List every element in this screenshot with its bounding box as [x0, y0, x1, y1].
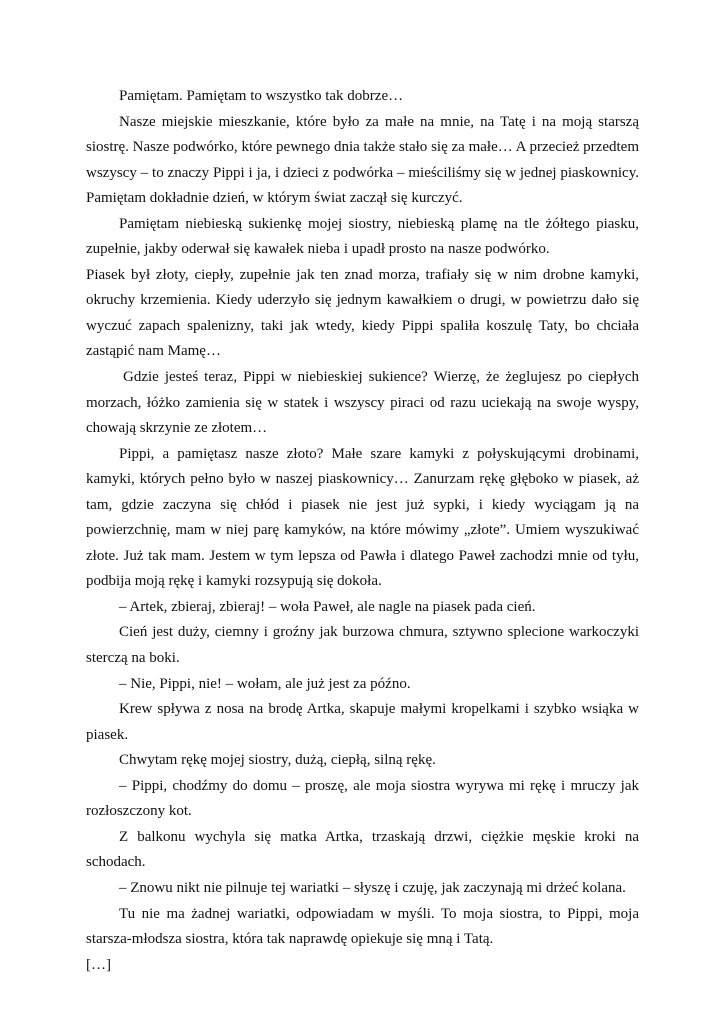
paragraph-10: Krew spływa z nosa na brodę Artka, skapuje małymi kropelkami i szybko wsiąka w piasek. [86, 701, 639, 743]
paragraph-11: Chwytam rękę mojej siostry, dużą, ciepłą, silną rękę. [119, 752, 436, 769]
paragraph-9: – Nie, Pippi, nie! – wołam, ale już jest za późno. [119, 675, 411, 692]
paragraph-12: – Pippi, chodźmy do domu – proszę, ale moja siostra wyrywa mi rękę i mruczy jak rozłoszczony kot. [86, 777, 639, 820]
paragraph-6: Pippi, a pamiętasz nasze złoto? Małe szare kamyki z połyskującymi drobinami, kamyki, których pełno było w naszej piaskownicy… Zanurzam rękę głęboko w piasek, aż tam, gdzie zaczyna się chłód i piasek nie jest już sypki, i kiedy wyciągam ją na powierzchnię, mam w niej parę kamyków, na które mówimy „złote”. Umiem wyszukiwać złote. Już tak mam. Jestem w tym lepsza od Pawła i dlatego Paweł zachodzi mnie od tyłu, podbija moją rękę i kamyki rozsypują się dokoła. [86, 445, 639, 590]
paragraph-14: – Znowu nikt nie pilnuje tej wariatki – słyszę i czuję, jak zaczynają mi drżeć kolana. [119, 879, 626, 896]
story-text [86, 84, 639, 978]
paragraph-7: – Artek, zbieraj, zbieraj! – woła Paweł, ale nagle na piasek pada cień. [119, 598, 536, 615]
ellipsis-marker: […] [86, 956, 111, 973]
paragraph-8: Cień jest duży, ciemny i groźny jak burzowa chmura, sztywno splecione warkoczyki sterczą na boki. [86, 624, 639, 667]
paragraph-5: Gdzie jesteś teraz, Pippi w niebieskiej sukience? Wierzę, że żeglujesz po ciepłych morzach, łóżko zamienia się w statek i wszyscy piraci od razu uciekają na swoje wyspy, chowają skrzynie ze złotem… [86, 369, 639, 437]
paragraph-1: Pamiętam. Pamiętam to wszystko tak dobrze… [119, 88, 404, 104]
paragraph-4: Piasek był złoty, ciepły, zupełnie jak ten znad morza, trafiały się w nim drobne kamyki, okruchy krzemienia. Kiedy uderzyło się jednym kawałkiem o drugi, w powietrzu dało się wyczuć zapach spalenizny, taki jak wtedy, kiedy Pippi spaliła koszulę Taty, bo chciała zastąpić nam Mamę… [86, 266, 639, 360]
paragraph-2: Nasze miejskie mieszkanie, które było za małe na mnie, na Tatę i na moją starszą siostrę. Nasze podwórko, które pewnego dnia także stało się za małe… A przecież przedtem wszyscy – to znaczy Pippi i ja, i dzieci z podwórka – mieściliśmy się w jednej piaskownicy. Pamiętam dokładnie dzień, w którym świat zaczął się kurczyć. [86, 113, 639, 207]
paragraph-13: Z balkonu wychyla się matka Artka, trzaskają drzwi, ciężkie męskie kroki na schodach. [86, 828, 639, 871]
paragraph-15: Tu nie ma żadnej wariatki, odpowiadam w myśli. To moja siostra, to Pippi, moja starsza-młodsza siostra, która tak naprawdę opiekuje się mną i Tatą. [86, 905, 639, 948]
paragraph-3: Pamiętam niebieską sukienkę mojej siostry, niebieską plamę na tle żółtego piasku, zupełnie, jakby oderwał się kawałek nieba i upadł prosto na nasze podwórko. [86, 215, 639, 258]
